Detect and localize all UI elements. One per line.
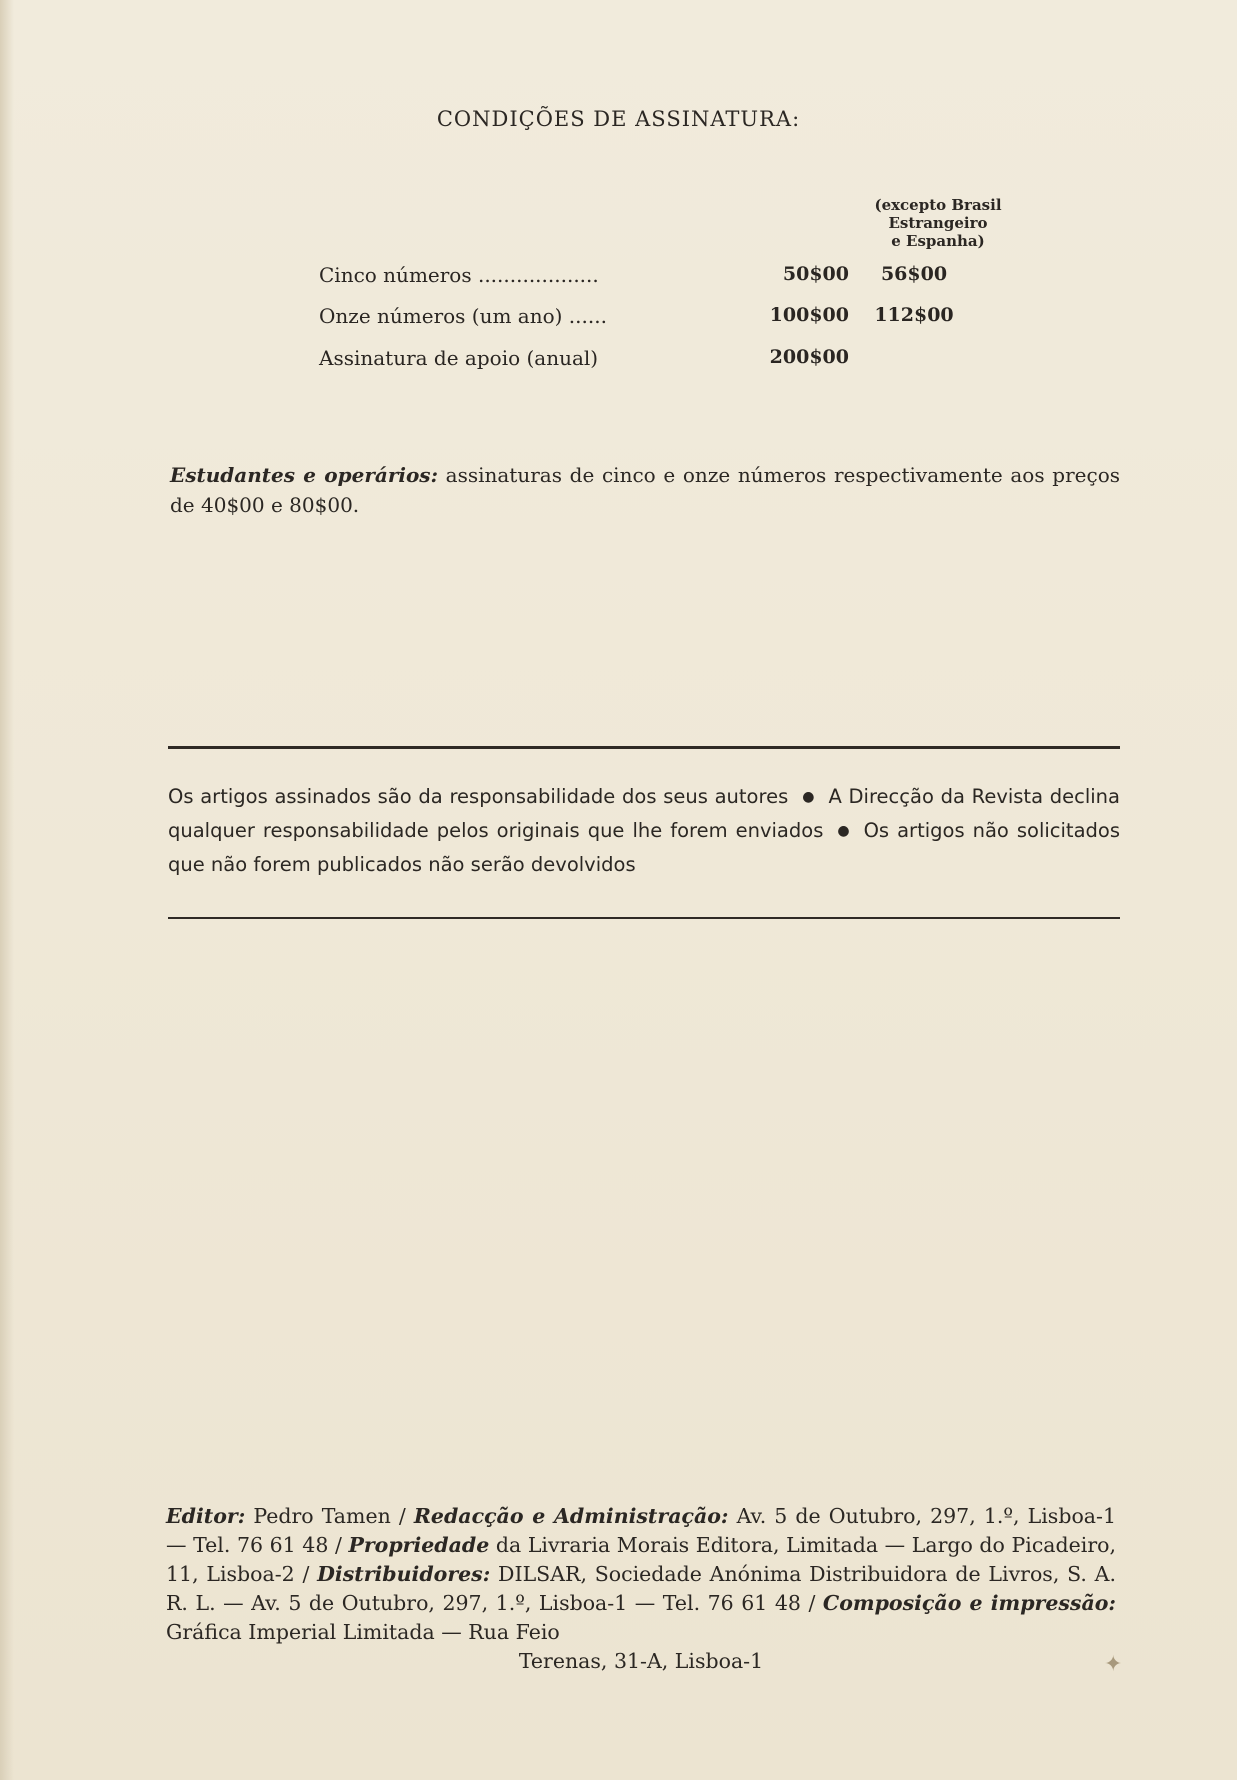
bullet-icon: ● xyxy=(802,789,815,805)
bottom-divider xyxy=(168,917,1120,919)
rate-price: 100$00 xyxy=(769,304,849,326)
bullet-icon: ● xyxy=(837,823,850,839)
colophon-last-line: Terenas, 31-A, Lisboa-1 xyxy=(518,1649,764,1673)
colophon-label: Editor: xyxy=(166,1504,246,1528)
subscription-heading: CONDIÇÕES DE ASSINATURA: xyxy=(436,107,801,131)
colophon-text: da Livraria Morais Editora, Limitada — Largo do Picadeiro, 11, Lisboa-2 / xyxy=(166,1533,1116,1586)
rate-price-foreign: 112$00 xyxy=(874,304,954,326)
colophon-label: Propriedade xyxy=(348,1533,490,1557)
rate-label: Onze números (um ano) ...... xyxy=(319,304,607,328)
colophon-text: Pedro Tamen / xyxy=(245,1504,414,1528)
rate-price: 200$00 xyxy=(769,346,849,368)
colophon-text: Gráfica Imperial Limitada — Rua Feio xyxy=(166,1620,560,1644)
colophon-label: Distribuidores: xyxy=(317,1562,491,1586)
rate-price-foreign: 56$00 xyxy=(880,263,948,285)
editorial-notice xyxy=(168,780,1120,881)
colophon-label: Composição e impressão: xyxy=(822,1591,1116,1615)
column-note-line: (excepto Brasil xyxy=(874,196,1002,214)
ink-mark-icon: ✦ xyxy=(1104,1652,1123,1677)
foreign-price-column-note xyxy=(862,196,1014,250)
colophon-text: Av. 5 de Outubro, 297, 1.º, Lisboa-1 — Tel. 76 61 48 / xyxy=(166,1504,1116,1557)
notice-sentence: Os artigos não solicitados que não forem publicados não serão devolvidos xyxy=(168,819,1120,876)
notice-sentence: Os artigos assinados são da responsabilidade dos seus autores xyxy=(168,785,789,808)
colophon-text: DILSAR, Sociedade Anónima Distribuidora de Livros, S. A. R. L. — Av. 5 de Outubro, 297, 1.º, Lisboa-1 — Tel. 76 61 48 / xyxy=(166,1562,1117,1615)
colophon-label: Redacção e Administração: xyxy=(413,1504,729,1528)
top-divider xyxy=(168,746,1120,749)
column-note-line: e Espanha) xyxy=(891,232,985,250)
students-text: assinaturas de cinco e onze números respectivamente aos preços de 40$00 e 80$00. xyxy=(170,463,1120,517)
students-lead: Estudantes e operários: xyxy=(170,463,438,487)
column-note-line: Estrangeiro xyxy=(888,214,988,232)
rate-price: 50$00 xyxy=(782,263,849,285)
students-discount-paragraph xyxy=(170,460,1120,520)
rate-label: Assinatura de apoio (anual) xyxy=(319,346,599,370)
colophon xyxy=(166,1502,1116,1676)
rate-label: Cinco números ................... xyxy=(319,263,599,287)
notice-sentence: A Direcção da Revista declina qualquer responsabilidade pelos originais que lhe forem enviados xyxy=(168,785,1120,842)
